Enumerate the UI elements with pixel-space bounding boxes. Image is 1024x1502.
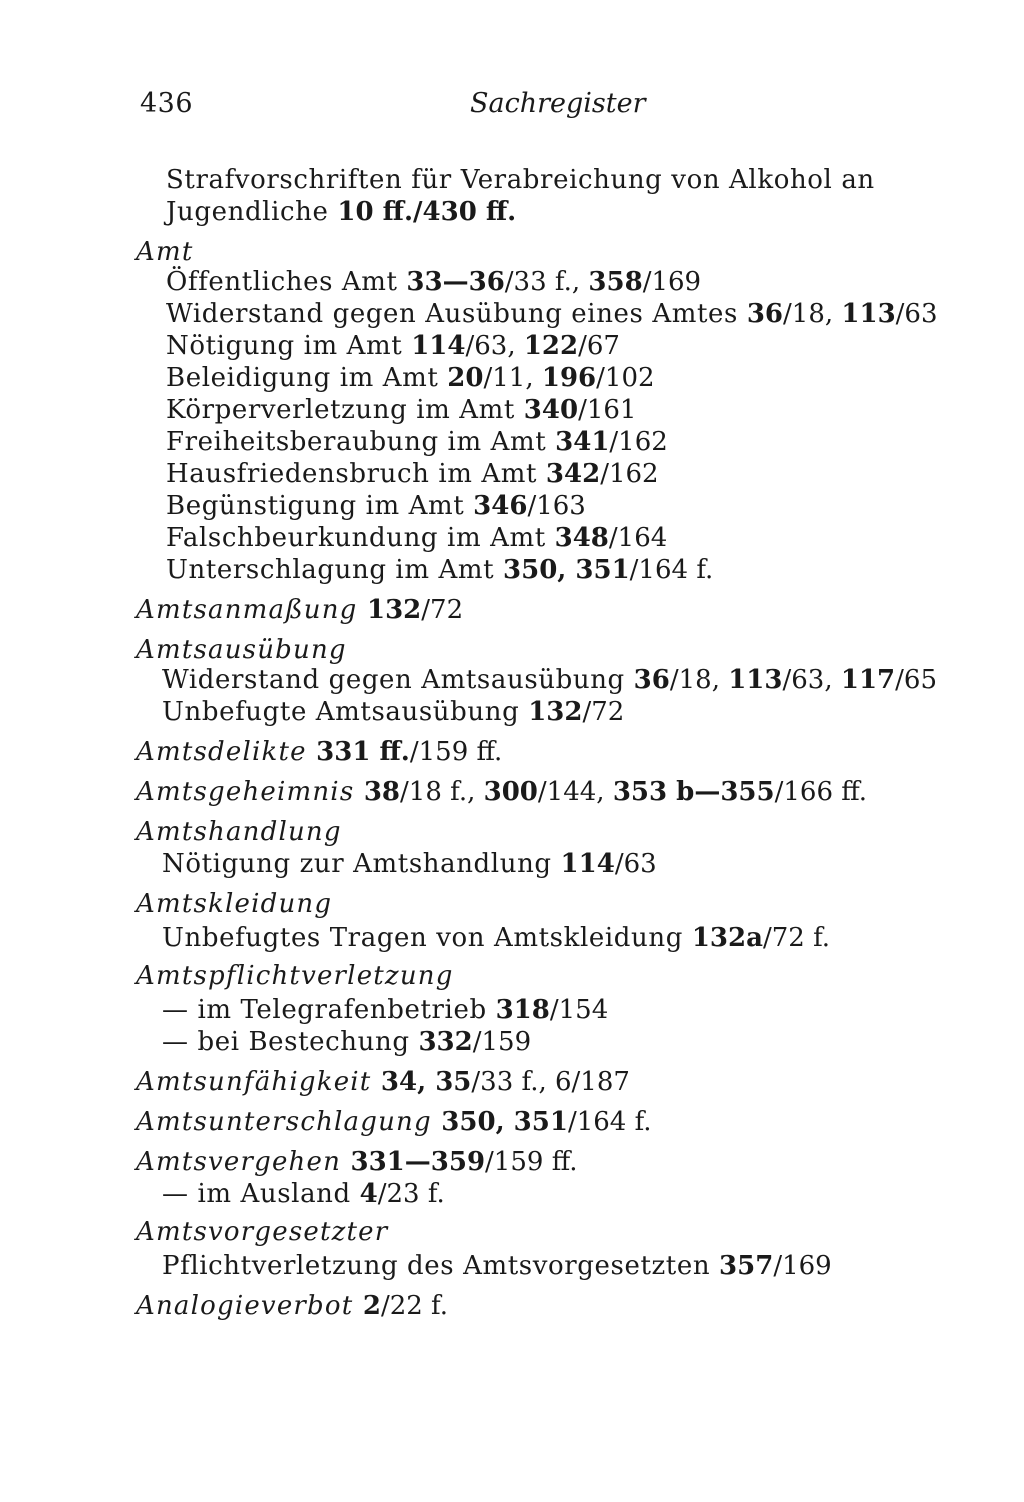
heading-term: Amtsunfähigkeit bbox=[136, 1067, 381, 1097]
entry-text: Widerstand gegen Amtsausübung bbox=[162, 665, 634, 695]
entry-reference: 300 bbox=[483, 777, 538, 807]
page-reference: /164 bbox=[608, 523, 668, 553]
entry-reference: 2 bbox=[362, 1291, 381, 1321]
entry-text: Falschbeurkundung im Amt bbox=[166, 523, 555, 553]
index-line bbox=[162, 1026, 531, 1058]
entry-text: Unterschlagung im Amt bbox=[166, 555, 504, 585]
index-line bbox=[162, 994, 608, 1026]
index-heading bbox=[136, 736, 502, 768]
page-reference: /63 bbox=[614, 849, 657, 879]
running-head: Sachregister bbox=[470, 88, 646, 119]
heading-term: Amtsunterschlagung bbox=[136, 1107, 442, 1137]
index-line bbox=[166, 330, 620, 362]
page-reference: /162 bbox=[600, 459, 659, 489]
entry-text: Jugendliche bbox=[166, 197, 338, 227]
page-reference: /166 ff. bbox=[774, 777, 868, 807]
entry-reference: 357 bbox=[719, 1251, 774, 1281]
page-reference: /144, bbox=[537, 777, 613, 807]
page-reference: /18 f., bbox=[400, 777, 484, 807]
index-line bbox=[166, 362, 655, 394]
heading-term: Amtspflichtverletzung bbox=[136, 961, 454, 991]
page-reference: /164 f. bbox=[629, 555, 714, 585]
entry-text: — im Ausland bbox=[162, 1179, 360, 1209]
index-line bbox=[162, 1250, 832, 1282]
page-reference: /11, bbox=[483, 363, 542, 393]
entry-reference: 34, 35 bbox=[380, 1067, 472, 1097]
entry-text: Nötigung zur Amtshandlung bbox=[162, 849, 561, 879]
page-reference: /65 bbox=[895, 665, 937, 695]
index-line bbox=[162, 922, 830, 954]
entry-reference: 38 bbox=[363, 777, 401, 807]
index-line bbox=[166, 298, 938, 330]
heading-term: Amtshandlung bbox=[136, 817, 342, 847]
page-reference: /159 bbox=[472, 1027, 532, 1057]
heading-term: Amt bbox=[136, 237, 194, 267]
entry-reference: 113 bbox=[728, 665, 783, 695]
index-line bbox=[166, 426, 668, 458]
index-heading bbox=[136, 1146, 578, 1178]
page-reference: /162 bbox=[609, 427, 668, 457]
page-reference: /18, bbox=[669, 665, 729, 695]
index-line bbox=[162, 848, 657, 880]
index-heading bbox=[136, 236, 193, 268]
index-line bbox=[166, 522, 667, 554]
entry-reference: 340 bbox=[523, 395, 579, 425]
entry-text: Nötigung im Amt bbox=[166, 331, 412, 361]
page-reference: /159 ff. bbox=[409, 737, 503, 767]
page-reference: /164 f. bbox=[567, 1107, 652, 1137]
entry-text: Begünstigung im Amt bbox=[166, 491, 474, 521]
index-heading bbox=[136, 1290, 448, 1322]
entry-reference: 332 bbox=[418, 1027, 473, 1057]
entry-reference: 114 bbox=[411, 331, 466, 361]
page-reference: /23 f. bbox=[377, 1179, 445, 1209]
entry-text: Pflichtverletzung des Amtsvorgesetzten bbox=[162, 1251, 720, 1281]
index-line bbox=[166, 458, 659, 490]
page-header bbox=[140, 88, 660, 128]
page-number: 436 bbox=[140, 88, 194, 119]
entry-text: Strafvorschriften für Verabreichung von Alkohol an bbox=[166, 165, 875, 195]
heading-term: Amtsvorgesetzter bbox=[136, 1217, 389, 1247]
index-heading bbox=[136, 888, 332, 920]
index-heading bbox=[136, 1106, 652, 1138]
entry-reference: 36 bbox=[633, 665, 670, 695]
page-reference: /169 bbox=[773, 1251, 832, 1281]
entry-reference: 132a bbox=[691, 923, 763, 953]
entry-reference: 36 bbox=[746, 299, 784, 329]
entry-text: Hausfriedensbruch im Amt bbox=[166, 459, 546, 489]
index-heading bbox=[136, 960, 454, 992]
entry-reference: 122 bbox=[523, 331, 579, 361]
index-line bbox=[166, 164, 875, 196]
entry-reference: 331—359 bbox=[350, 1147, 486, 1177]
page-reference: /72 bbox=[582, 697, 625, 727]
entry-reference: 358 bbox=[588, 267, 643, 297]
page-reference: /18, bbox=[783, 299, 842, 329]
page-reference: /63 bbox=[895, 299, 938, 329]
page-reference: /102 bbox=[596, 363, 655, 393]
page-reference: /154 bbox=[549, 995, 609, 1025]
heading-term: Amtsgeheimnis bbox=[136, 777, 364, 807]
page-reference: /33 f., bbox=[504, 267, 589, 297]
page-reference: /72 f. bbox=[762, 923, 831, 953]
page-reference: /22 f. bbox=[380, 1291, 449, 1321]
entry-reference: 20 bbox=[447, 363, 484, 393]
entry-text: — im Telegrafenbetrieb bbox=[162, 995, 496, 1025]
entry-reference: 132 bbox=[367, 595, 422, 625]
index-heading bbox=[136, 776, 867, 808]
entry-reference: 10 ff./430 ff. bbox=[337, 197, 517, 227]
entry-reference: 132 bbox=[528, 697, 583, 727]
index-line bbox=[166, 196, 516, 228]
index-heading bbox=[136, 594, 463, 626]
entry-reference: 353 b—355 bbox=[612, 777, 775, 807]
entry-reference: 33—36 bbox=[406, 267, 505, 297]
entry-reference: 117 bbox=[840, 665, 896, 695]
entry-text: — bei Bestechung bbox=[162, 1027, 419, 1057]
heading-term: Amtsausübung bbox=[136, 635, 347, 665]
page-reference: /169 bbox=[642, 267, 702, 297]
entry-reference: 196 bbox=[541, 363, 597, 393]
index-heading bbox=[136, 1066, 630, 1098]
page-reference: /163 bbox=[527, 491, 586, 521]
entry-reference: 331 ff. bbox=[316, 737, 410, 767]
entry-text: Öffentliches Amt bbox=[166, 267, 407, 297]
index-line bbox=[162, 1178, 445, 1210]
entry-reference: 346 bbox=[473, 491, 528, 521]
entry-text: Beleidigung im Amt bbox=[166, 363, 448, 393]
entry-text: Körperverletzung im Amt bbox=[166, 395, 524, 425]
index-line bbox=[166, 490, 586, 522]
index-line bbox=[162, 696, 624, 728]
entry-text: Unbefugte Amtsausübung bbox=[162, 697, 529, 727]
entry-reference: 348 bbox=[554, 523, 609, 553]
heading-term: Analogieverbot bbox=[136, 1291, 363, 1321]
index-line bbox=[166, 394, 636, 426]
page-reference: /161 bbox=[578, 395, 637, 425]
entry-reference: 4 bbox=[359, 1179, 378, 1209]
heading-term: Amtsvergehen bbox=[136, 1147, 351, 1177]
page-reference: /67 bbox=[578, 331, 620, 361]
page-reference: /33 f., 6/187 bbox=[471, 1067, 630, 1097]
entry-text: Freiheitsberaubung im Amt bbox=[166, 427, 556, 457]
entry-reference: 113 bbox=[841, 299, 896, 329]
index-heading bbox=[136, 1216, 388, 1248]
entry-reference: 350, 351 bbox=[441, 1107, 568, 1137]
entry-reference: 350, 351 bbox=[503, 555, 630, 585]
heading-term: Amtsanmaßung bbox=[136, 595, 367, 625]
heading-term: Amtsdelikte bbox=[136, 737, 317, 767]
heading-term: Amtskleidung bbox=[136, 889, 333, 919]
index-heading bbox=[136, 634, 347, 666]
index-heading bbox=[136, 816, 342, 848]
page-reference: /159 ff. bbox=[485, 1147, 578, 1177]
entry-reference: 342 bbox=[545, 459, 601, 489]
entry-text: Unbefugtes Tragen von Amtskleidung bbox=[162, 923, 692, 953]
entry-text: Widerstand gegen Ausübung eines Amtes bbox=[166, 299, 747, 329]
index-line bbox=[166, 266, 701, 298]
page-reference: /63, bbox=[465, 331, 524, 361]
entry-reference: 341 bbox=[555, 427, 610, 457]
entry-reference: 114 bbox=[560, 849, 615, 879]
entry-reference: 318 bbox=[495, 995, 550, 1025]
page-reference: /72 bbox=[421, 595, 464, 625]
index-line bbox=[162, 664, 937, 696]
page-reference: /63, bbox=[782, 665, 841, 695]
index-line bbox=[166, 554, 713, 586]
